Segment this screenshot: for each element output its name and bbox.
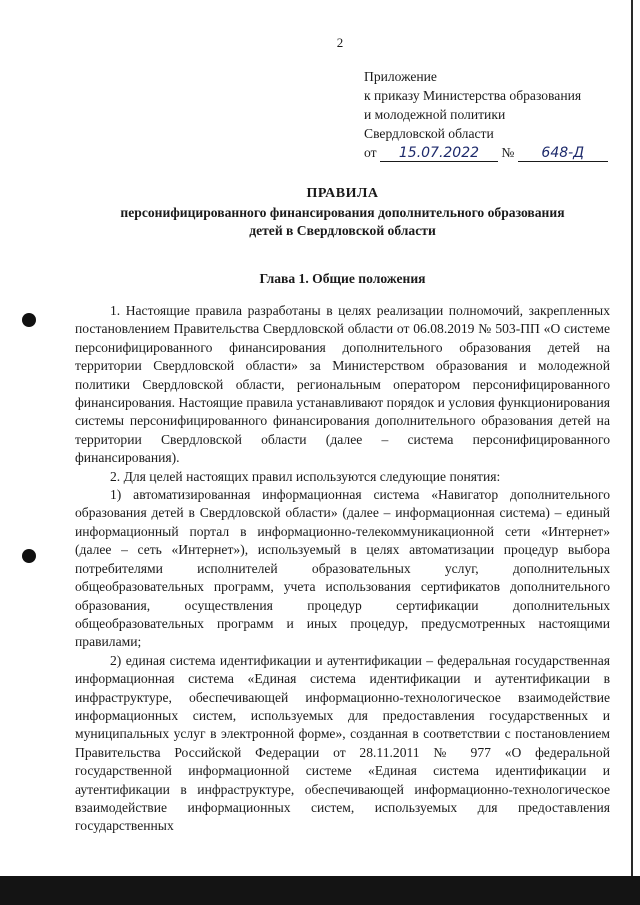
appendix-line-1: Приложение xyxy=(364,69,437,84)
order-date-number-row xyxy=(364,143,624,162)
handwritten-date: 15.07.2022 xyxy=(380,145,498,162)
chapter-heading: Глава 1. Общие положения xyxy=(259,271,426,286)
title-subtitle-line-2: детей в Свердловской области xyxy=(249,223,436,238)
page-number: 2 xyxy=(336,35,344,50)
title-main: ПРАВИЛА xyxy=(306,186,379,201)
title-subtitle-line-1: персонифицированного финансирования дополнительного образования xyxy=(120,205,565,220)
paragraph-2: 2. Для целей настоящих правил используются следующие понятия: xyxy=(110,468,501,484)
appendix-line-2: к приказу Министерства образования xyxy=(364,88,582,103)
number-label: № xyxy=(501,145,515,160)
from-label: от xyxy=(364,145,377,160)
handwritten-order-number: 648-Д xyxy=(518,145,608,162)
appendix-line-3: и молодежной политики xyxy=(364,107,506,122)
paragraph-3: 1) автоматизированная информационная система «Навигатор дополнительного образования детей в Свердловской области» (далее – информационная система) – единый информационный портал в информационно-телекоммуникационной сети «Интернет» (далее – сеть «Интернет»), используемый в целях автоматизации процедур выбора потребителями исполнителей образовательных услуг, дополнительных общеобразовательных программ, учета использования сертификатов дополнительного образования, осуществления процедур сертификации дополнительных общеобразовательных программ и иных процедур, предусмотренных настоящими правилами; xyxy=(75,487,610,650)
punch-hole-lower xyxy=(22,549,36,563)
paragraph-4: 2) единая система идентификации и аутентификации – федеральная государственная информационная система «Единая система идентификации и аутентификации в инфраструктуре, обеспечивающей информационно-технологическое взаимодействие информационных систем, используемых для предоставления государственных и муниципальных услуг в электронной форме», созданная в соответствии с постановлением Правительства Российской Федерации от 28.11.2011 № 977 «О федеральной государственной информационной системе «Единая система идентификации и аутентификации в инфраструктуре, обеспечивающей информационно-технологическое взаимодействие информационных систем, используемых для предоставления государственных xyxy=(75,652,610,834)
appendix-header xyxy=(364,67,624,162)
appendix-line-4: Свердловской области xyxy=(364,126,494,141)
document-body xyxy=(75,302,610,836)
paragraph-1: 1. Настоящие правила разработаны в целях реализации полномочий, закрепленных постановлением Правительства Свердловской области от 06.08.2019 № 503-ПП «О системе персонифицированного финансирования дополнительного образования детей на территории Свердловской области» за Министерством образования и молодежной политики Свердловской области, региональным оператором персонифицированного финансирования. Настоящие правила устанавливают порядок и условия функционирования системы персонифицированного финансирования дополнительного образования детей на территории Свердловской области (далее – система персонифицированного финансирования). xyxy=(75,303,610,466)
scan-bottom-border xyxy=(0,876,640,905)
scan-right-edge xyxy=(631,0,633,905)
document-title xyxy=(70,185,615,240)
punch-hole-upper xyxy=(22,313,36,327)
